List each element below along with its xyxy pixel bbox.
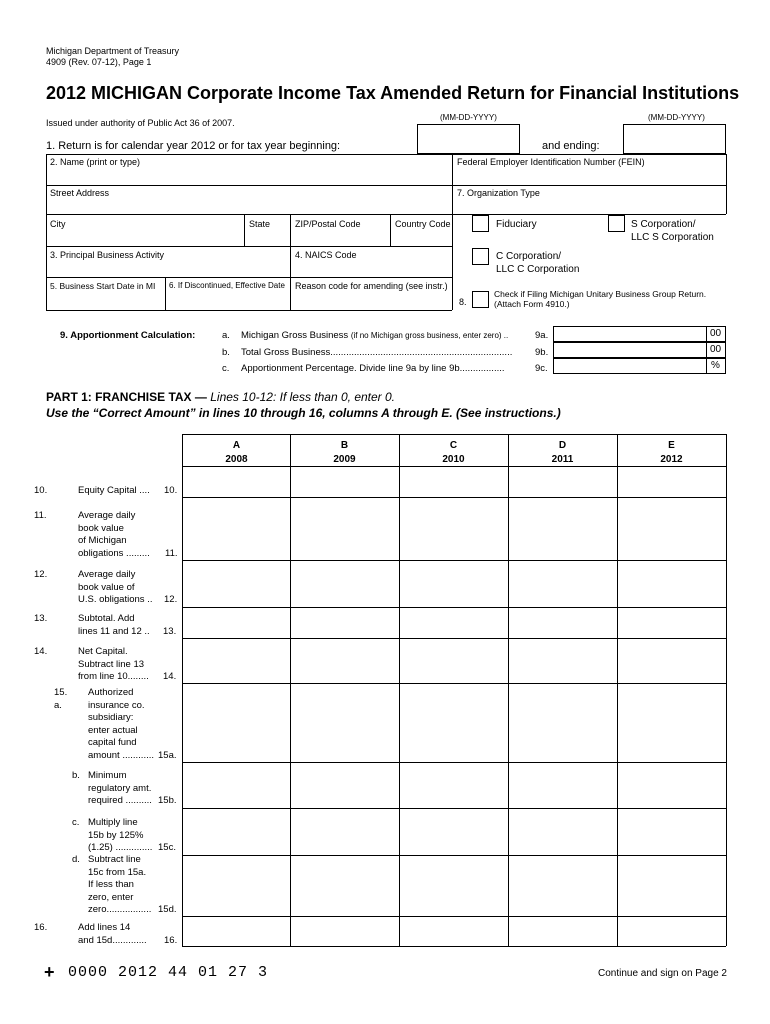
reason-code-label: Reason code for amending (see instr.) xyxy=(295,281,448,291)
barcode-number: 0000 2012 44 01 27 3 xyxy=(68,964,269,981)
line9a-text: Michigan Gross Business (if no Michigan gross business, enter zero) .. xyxy=(241,330,509,341)
line9a-field[interactable] xyxy=(553,326,726,342)
city-field-label: City xyxy=(50,219,66,229)
name-field[interactable] xyxy=(47,166,451,184)
apportionment-label: 9. Apportionment Calculation: xyxy=(60,330,196,341)
column-e-year: 2012 xyxy=(660,454,683,465)
part1-title: PART 1: FRANCHISE TAX — Lines 10-12: If less than 0, enter 0. xyxy=(46,390,396,404)
and-ending-label: and ending: xyxy=(542,140,600,152)
column-b-letter: B xyxy=(340,440,349,451)
line9b-field[interactable] xyxy=(553,342,726,358)
s-corp-checkbox[interactable] xyxy=(608,215,625,232)
discontinued-date-label: 6. If Discontinued, Effective Date xyxy=(169,281,285,290)
c-corp-label-2: LLC C Corporation xyxy=(496,264,580,275)
zip-field-label: ZIP/Postal Code xyxy=(295,219,361,229)
name-field-label: 2. Name (print or type) xyxy=(50,157,141,167)
fein-field[interactable] xyxy=(453,166,725,184)
unitary-group-label-1: Check if Filing Michigan Unitary Business Group Return. xyxy=(494,289,707,299)
column-a-letter: A xyxy=(232,440,241,451)
org-type-label: 7. Organization Type xyxy=(457,188,540,198)
begin-date-field[interactable] xyxy=(417,124,520,154)
end-date-field[interactable] xyxy=(623,124,726,154)
s-corp-label-1: S Corporation/ xyxy=(631,219,696,230)
continue-note: Continue and sign on Page 2 xyxy=(598,968,727,979)
column-b-year: 2009 xyxy=(333,454,356,465)
line9a-ref: 9a. xyxy=(535,330,549,341)
column-d-letter: D xyxy=(558,440,567,451)
line9c-letter: c. xyxy=(222,363,230,374)
principal-activity-label: 3. Principal Business Activity xyxy=(50,250,165,260)
part1-instructions: Use the “Correct Amount” in lines 10 through 16, columns A through E. (See instructions.) xyxy=(46,406,561,420)
naics-code-label: 4. NAICS Code xyxy=(295,250,357,260)
line9b-cents: 00 xyxy=(710,344,722,355)
line9c-text: Apportionment Percentage. Divide line 9a by line 9b................. xyxy=(241,363,505,374)
street-field-label: Street Address xyxy=(50,188,110,198)
street-field[interactable] xyxy=(47,197,451,213)
unitary-group-checkbox[interactable] xyxy=(472,291,489,308)
c-corp-checkbox[interactable] xyxy=(472,248,489,265)
unitary-group-label-2: (Attach Form 4910.) xyxy=(494,299,570,309)
begin-date-format: (MM-DD-YYYY) xyxy=(440,113,497,122)
column-a-year: 2008 xyxy=(225,454,248,465)
department-name: Michigan Department of Treasury xyxy=(46,46,180,56)
start-date-label: 5. Business Start Date in MI xyxy=(50,281,156,291)
fiduciary-checkbox[interactable] xyxy=(472,215,489,232)
line9a-cents: 00 xyxy=(710,328,722,339)
authority-note: Issued under authority of Public Act 36 of 2007. xyxy=(46,118,235,128)
country-code-label: Country Code xyxy=(395,219,451,229)
plus-mark: + xyxy=(44,962,55,982)
s-corp-label-2: LLC S Corporation xyxy=(631,232,714,243)
line8-number: 8. xyxy=(459,297,467,307)
fiduciary-label: Fiduciary xyxy=(496,219,537,230)
line1-label: 1. Return is for calendar year 2012 or for tax year beginning: xyxy=(46,140,341,152)
form-title: 2012 MICHIGAN Corporate Income Tax Amended Return for Financial Institutions xyxy=(46,83,740,103)
column-c-year: 2010 xyxy=(442,454,465,465)
line9c-field[interactable] xyxy=(553,358,726,374)
line9c-ref: 9c. xyxy=(535,363,548,374)
c-corp-label-1: C Corporation/ xyxy=(496,251,562,262)
fein-field-label: Federal Employer Identification Number (FEIN) xyxy=(457,157,645,167)
line9b-text: Total Gross Business..................................................................... xyxy=(241,347,513,358)
end-date-format: (MM-DD-YYYY) xyxy=(648,113,705,122)
column-e-letter: E xyxy=(668,440,675,451)
line9a-letter: a. xyxy=(222,330,230,341)
form-revision: 4909 (Rev. 07-12), Page 1 xyxy=(46,57,152,67)
state-field-label: State xyxy=(249,219,271,229)
column-c-letter: C xyxy=(449,440,458,451)
column-d-year: 2011 xyxy=(551,454,574,465)
line9c-percent: % xyxy=(711,360,720,371)
line9b-letter: b. xyxy=(222,347,230,358)
line9b-ref: 9b. xyxy=(535,347,549,358)
